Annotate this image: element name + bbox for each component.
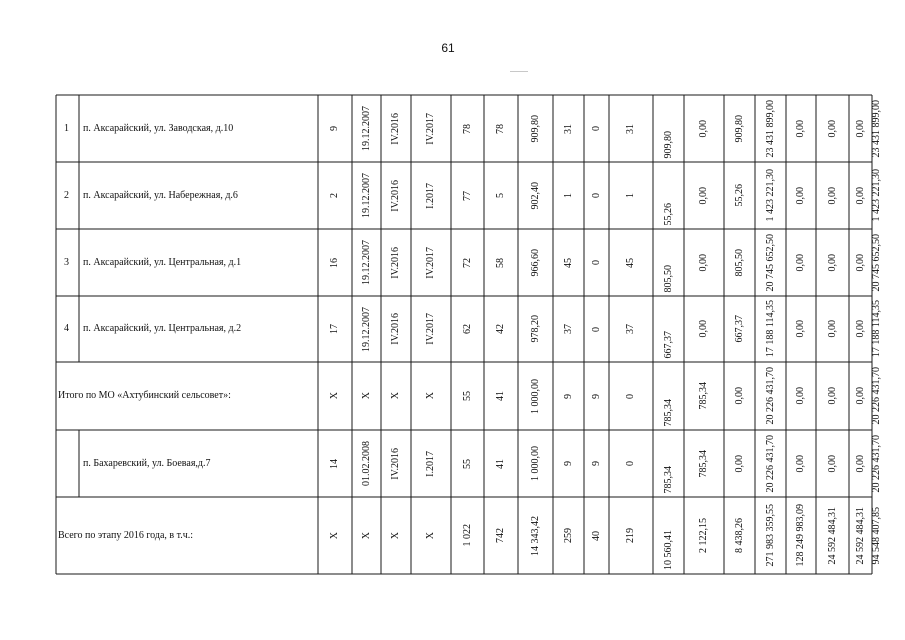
row-2-value-17 [872,162,882,229]
extra-row-value-16-text: 0,00 [854,454,866,473]
row-1-value-17-text: 23 431 899,00 [871,99,882,158]
total-value-0 [318,497,352,574]
total-value-17-text: 94 548 407,85 [871,506,882,565]
row-3-value-2 [381,229,411,296]
total-value-17 [872,497,882,574]
total-value-11 [684,497,724,574]
extra-row-value-8-text: 9 [590,461,602,466]
total-value-6 [518,497,553,574]
row-2-value-2-text: IV.2016 [390,179,401,212]
total-value-7 [553,497,584,574]
row-4-value-1 [352,296,381,362]
row-2-value-16 [849,162,872,229]
extra-row-value-17-text: 20 226 431,70 [871,434,882,493]
total-value-0-text: Х [329,531,340,540]
row-4-value-10-text: 667,37 [662,330,674,358]
row-1-value-16 [849,95,872,162]
row-1-value-3-text: IV.2017 [425,112,436,145]
row-1-value-13 [755,95,786,162]
total-value-13 [755,497,786,574]
row-2-value-10 [653,162,684,229]
extra-row-value-10 [653,430,684,497]
page-number: 61 [441,41,455,55]
row-4-value-17-text: 17 188 114,35 [871,300,882,358]
row-1-value-8-text: 0 [590,126,602,131]
extra-row-value-0 [318,430,352,497]
total-value-7-text: 259 [562,528,574,543]
subtotal-value-16 [849,362,872,430]
total-value-6-text: 14 343,42 [529,515,541,556]
total-value-8 [584,497,609,574]
row-4-value-11 [684,296,724,362]
row-3-value-0-text: 16 [329,257,340,268]
total-value-5 [484,497,518,574]
total-value-10 [653,497,684,574]
subtotal-value-1-text: Х [360,392,372,400]
row-4-value-6 [518,296,553,362]
row-1-value-15 [816,95,849,162]
total-value-16 [849,497,872,574]
row-4-value-0-text: 17 [329,324,340,334]
subtotal-value-14 [786,362,816,430]
subtotal-value-5 [484,362,518,430]
row-1-value-0 [318,95,352,162]
extra-row-value-6-text: 1 000,00 [529,446,541,481]
row-2-value-7-text: 1 [562,193,574,198]
row-3-value-11 [684,229,724,296]
row-4-value-2 [381,296,411,362]
row-3-value-2-text: IV.2016 [390,246,401,279]
row-1-value-12 [724,95,755,162]
row-1-value-7 [553,95,584,162]
extra-row-value-4-text: 55 [461,458,473,469]
total-value-3-text: Х [425,531,436,540]
row-2-value-1-text: 19.12.2007 [360,173,372,218]
row-2-value-5-text: 5 [495,193,506,198]
subtotal-value-17-text: 20 226 431,70 [871,367,882,425]
subtotal-value-2-text: Х [390,392,401,400]
extra-row-value-3 [411,430,451,497]
row-3-value-16 [849,229,872,296]
subtotal-value-14-text: 0,00 [795,387,806,405]
total-value-14 [786,497,816,574]
total-value-14-text: 128 249 983,09 [795,504,806,567]
row-1-value-9-text: 31 [625,123,636,134]
row-3-value-1 [352,229,381,296]
total-value-2-text: Х [390,531,401,540]
row-2-value-12-text: 55,26 [733,184,745,207]
extra-row-value-9 [609,430,653,497]
row-4-value-6-text: 978,20 [529,315,541,343]
row-2-value-7 [553,162,584,229]
row-4-value-13 [755,296,786,362]
row-3-value-15 [816,229,849,296]
row-1-value-15-text: 0,00 [826,119,838,138]
row-3-value-12 [724,229,755,296]
subtotal-value-4 [451,362,484,430]
row-2-value-17-text: 1 423 221,30 [871,169,882,222]
row-1-value-14 [786,95,816,162]
row-2-value-11 [684,162,724,229]
row-2-value-6-text: 902,40 [529,181,541,210]
total-value-3 [411,497,451,574]
row-4-value-16 [849,296,872,362]
extra-row-value-16 [849,430,872,497]
row-2-value-13 [755,162,786,229]
extra-row-value-9-text: 0 [625,461,636,466]
row-number: 2 [64,189,69,201]
total-value-15 [816,497,849,574]
row-3-value-10 [653,229,684,296]
subtotal-value-13-text: 20 226 431,70 [764,367,776,425]
row-1-value-4 [451,95,484,162]
row-4-value-7 [553,296,584,362]
row-2-value-14-text: 0,00 [795,186,806,205]
subtotal-value-10-text: 785,34 [662,398,674,426]
row-2-value-11-text: 0,00 [698,186,709,205]
row-4-value-5-text: 42 [495,324,506,334]
row-3-value-11-text: 0,00 [698,253,709,272]
row-3-value-13 [755,229,786,296]
extra-row-value-8 [584,430,609,497]
total-value-9-text: 219 [625,528,636,543]
row-2-value-3 [411,162,451,229]
row-3-value-9-text: 45 [625,257,636,268]
row-1-value-10-text: 909,80 [662,130,674,158]
row-3-value-13-text: 20 745 652,50 [764,233,776,292]
subtotal-value-7-text: 9 [562,393,574,399]
subtotal-value-1 [352,362,381,430]
row-4-value-9-text: 37 [625,324,636,334]
row-1-value-10 [653,95,684,162]
total-value-4-text: 1 022 [461,524,473,547]
extra-row-value-12 [724,430,755,497]
row-3-value-17-text: 20 745 652,50 [871,233,882,292]
row-4-value-9 [609,296,653,362]
subtotal-value-6-text: 1 000,00 [529,378,541,414]
row-1-value-1 [352,95,381,162]
row-address: п. Аксарайский, ул. Заводская, д.10 [83,122,234,134]
extra-row-value-6 [518,430,553,497]
row-4-value-15 [816,296,849,362]
extra-row-value-5 [484,430,518,497]
row-2-value-14 [786,162,816,229]
subtotal-value-3 [411,362,451,430]
row-1-value-12-text: 909,80 [733,114,745,143]
row-4-value-16-text: 0,00 [854,320,866,338]
row-2-value-12 [724,162,755,229]
row-1-value-4-text: 78 [461,123,473,134]
row-3-value-4-text: 72 [461,257,473,268]
subtotal-value-13 [755,362,786,430]
subtotal-value-11-text: 785,34 [698,382,709,410]
subtotal-value-15 [816,362,849,430]
row-1-value-6 [518,95,553,162]
row-2-value-8-text: 0 [590,193,602,198]
row-3-value-8 [584,229,609,296]
row-3-value-6-text: 966,60 [529,248,541,277]
row-4-value-3 [411,296,451,362]
extra-row-value-13-text: 20 226 431,70 [764,434,776,493]
extra-row-value-1-text: 01.02.2008 [360,441,372,486]
row-2-value-4 [451,162,484,229]
subtotal-value-9 [609,362,653,430]
row-address: п. Аксарайский, ул. Центральная, д.2 [83,323,242,334]
subtotal-value-2 [381,362,411,430]
row-1-value-11 [684,95,724,162]
row-3-value-1-text: 19.12.2007 [360,240,372,285]
subtotal-value-16-text: 0,00 [854,387,866,405]
row-3-value-14-text: 0,00 [795,253,806,272]
row-3-value-14 [786,229,816,296]
row-2-value-3-text: I.2017 [425,182,436,209]
subtotal-value-4-text: 55 [461,391,473,401]
extra-row-value-2 [381,430,411,497]
row-4-value-15-text: 0,00 [826,320,838,338]
row-3-value-16-text: 0,00 [854,253,866,272]
row-number: 3 [64,256,69,268]
row-4-value-8 [584,296,609,362]
total-value-5-text: 742 [495,528,506,543]
total-value-16-text: 24 592 484,31 [854,506,866,565]
subtotal-value-12 [724,362,755,430]
total-label: Всего по этапу 2016 года, в т.ч.: [58,529,194,541]
row-3-value-5-text: 58 [495,257,506,268]
row-2-value-15-text: 0,00 [826,186,838,205]
extra-row-value-14-text: 0,00 [795,454,806,473]
row-3-value-0 [318,229,352,296]
subtotal-label: Итого по МО «Ахтубинский сельсовет»: [58,390,231,401]
total-value-2 [381,497,411,574]
total-value-1 [352,497,381,574]
row-2-value-15 [816,162,849,229]
total-value-15-text: 24 592 484,31 [826,506,838,565]
row-number: 1 [64,122,69,134]
row-4-value-4-text: 62 [461,324,473,334]
subtotal-value-11 [684,362,724,430]
row-4-value-2-text: IV.2016 [390,313,401,345]
row-3-value-8-text: 0 [590,260,602,265]
row-2-value-6 [518,162,553,229]
total-value-12 [724,497,755,574]
extra-row-value-0-text: 14 [329,458,340,469]
row-4-value-7-text: 37 [562,324,574,334]
row-3-value-4 [451,229,484,296]
row-2-value-8 [584,162,609,229]
row-1-value-2-text: IV.2016 [390,112,401,145]
row-1-value-5-text: 78 [495,123,506,134]
row-4-value-13-text: 17 188 114,35 [764,300,776,358]
row-1-value-14-text: 0,00 [795,119,806,138]
extra-row-value-3-text: I.2017 [425,450,436,477]
subtotal-value-5-text: 41 [495,391,506,401]
row-3-value-3 [411,229,451,296]
row-1-value-5 [484,95,518,162]
extra-row-value-14 [786,430,816,497]
extra-row-value-4 [451,430,484,497]
row-1-value-11-text: 0,00 [698,119,709,138]
row-1-value-6-text: 909,80 [529,114,541,143]
extra-row-value-7-text: 9 [562,461,574,466]
extra-row-value-11 [684,430,724,497]
row-3-value-9 [609,229,653,296]
row-number: 4 [64,323,69,334]
row-4-value-14 [786,296,816,362]
row-4-value-1-text: 19.12.2007 [360,306,372,352]
row-3-value-12-text: 805,50 [733,248,745,277]
row-2-value-9 [609,162,653,229]
extra-row-address: п. Бахаревский, ул. Боевая,д.7 [83,457,211,469]
extra-row-value-13 [755,430,786,497]
row-4-value-10 [653,296,684,362]
extra-row-value-12-text: 0,00 [733,454,745,473]
row-4-value-11-text: 0,00 [698,320,709,338]
subtotal-value-6 [518,362,553,430]
row-2-value-10-text: 55,26 [662,202,674,225]
extra-row-value-11-text: 785,34 [698,449,709,478]
subtotal-value-0 [318,362,352,430]
row-3-value-17 [872,229,882,296]
total-value-11-text: 2 122,15 [698,518,709,553]
extra-row-value-15 [816,430,849,497]
row-2-value-4-text: 77 [461,190,473,201]
row-3-value-15-text: 0,00 [826,253,838,272]
total-value-9 [609,497,653,574]
row-1-value-9 [609,95,653,162]
row-1-value-0-text: 9 [329,126,340,131]
row-2-value-16-text: 0,00 [854,186,866,205]
row-4-value-3-text: IV.2017 [425,313,436,345]
total-value-13-text: 271 983 359,55 [764,504,776,567]
subtotal-value-8-text: 9 [590,393,602,399]
row-3-value-10-text: 805,50 [662,264,674,292]
subtotal-value-15-text: 0,00 [826,387,838,405]
extra-row-value-15-text: 0,00 [826,454,838,473]
subtotal-value-9-text: 0 [625,393,636,399]
extra-row-value-1 [352,430,381,497]
row-2-value-13-text: 1 423 221,30 [764,169,776,222]
row-4-value-17 [872,296,882,362]
subtotal-value-8 [584,362,609,430]
row-address: п. Аксарайский, ул. Набережная, д.6 [83,189,238,201]
extra-row-value-5-text: 41 [495,458,506,469]
row-2-value-9-text: 1 [625,193,636,198]
extra-row-value-7 [553,430,584,497]
row-2-value-5 [484,162,518,229]
subtotal-value-7 [553,362,584,430]
subtotal-value-10 [653,362,684,430]
extra-row-value-2-text: IV.2016 [390,447,401,480]
extra-row-value-10-text: 785,34 [662,465,674,493]
row-1-value-3 [411,95,451,162]
subtotal-value-3-text: Х [425,392,436,400]
row-4-value-5 [484,296,518,362]
row-1-value-2 [381,95,411,162]
extra-row-value-17 [872,430,882,497]
row-4-value-4 [451,296,484,362]
total-value-12-text: 8 438,26 [733,518,745,553]
row-1-value-17 [872,95,882,162]
row-1-value-13-text: 23 431 899,00 [764,99,776,158]
row-4-value-14-text: 0,00 [795,320,806,338]
row-4-value-12-text: 667,37 [733,315,745,343]
subtotal-value-12-text: 0,00 [733,387,745,405]
row-3-value-5 [484,229,518,296]
row-2-value-0 [318,162,352,229]
row-1-value-7-text: 31 [562,123,574,134]
subtotal-value-0-text: Х [329,392,340,400]
row-4-value-12 [724,296,755,362]
row-4-value-0 [318,296,352,362]
scan-mark [510,71,528,72]
row-4-value-8-text: 0 [590,326,602,332]
row-1-value-8 [584,95,609,162]
row-2-value-0-text: 2 [329,193,340,198]
row-2-value-2 [381,162,411,229]
row-3-value-7-text: 45 [562,257,574,268]
row-3-value-6 [518,229,553,296]
row-1-value-1-text: 19.12.2007 [360,106,372,151]
row-3-value-7 [553,229,584,296]
row-address: п. Аксарайский, ул. Центральная, д.1 [83,256,242,268]
total-value-8-text: 40 [590,530,602,541]
row-1-value-16-text: 0,00 [854,119,866,138]
total-value-1-text: Х [360,531,372,540]
total-value-10-text: 10 560,41 [662,530,674,570]
row-3-value-3-text: IV.2017 [425,246,436,279]
subtotal-value-17 [872,362,882,430]
total-value-4 [451,497,484,574]
row-2-value-1 [352,162,381,229]
